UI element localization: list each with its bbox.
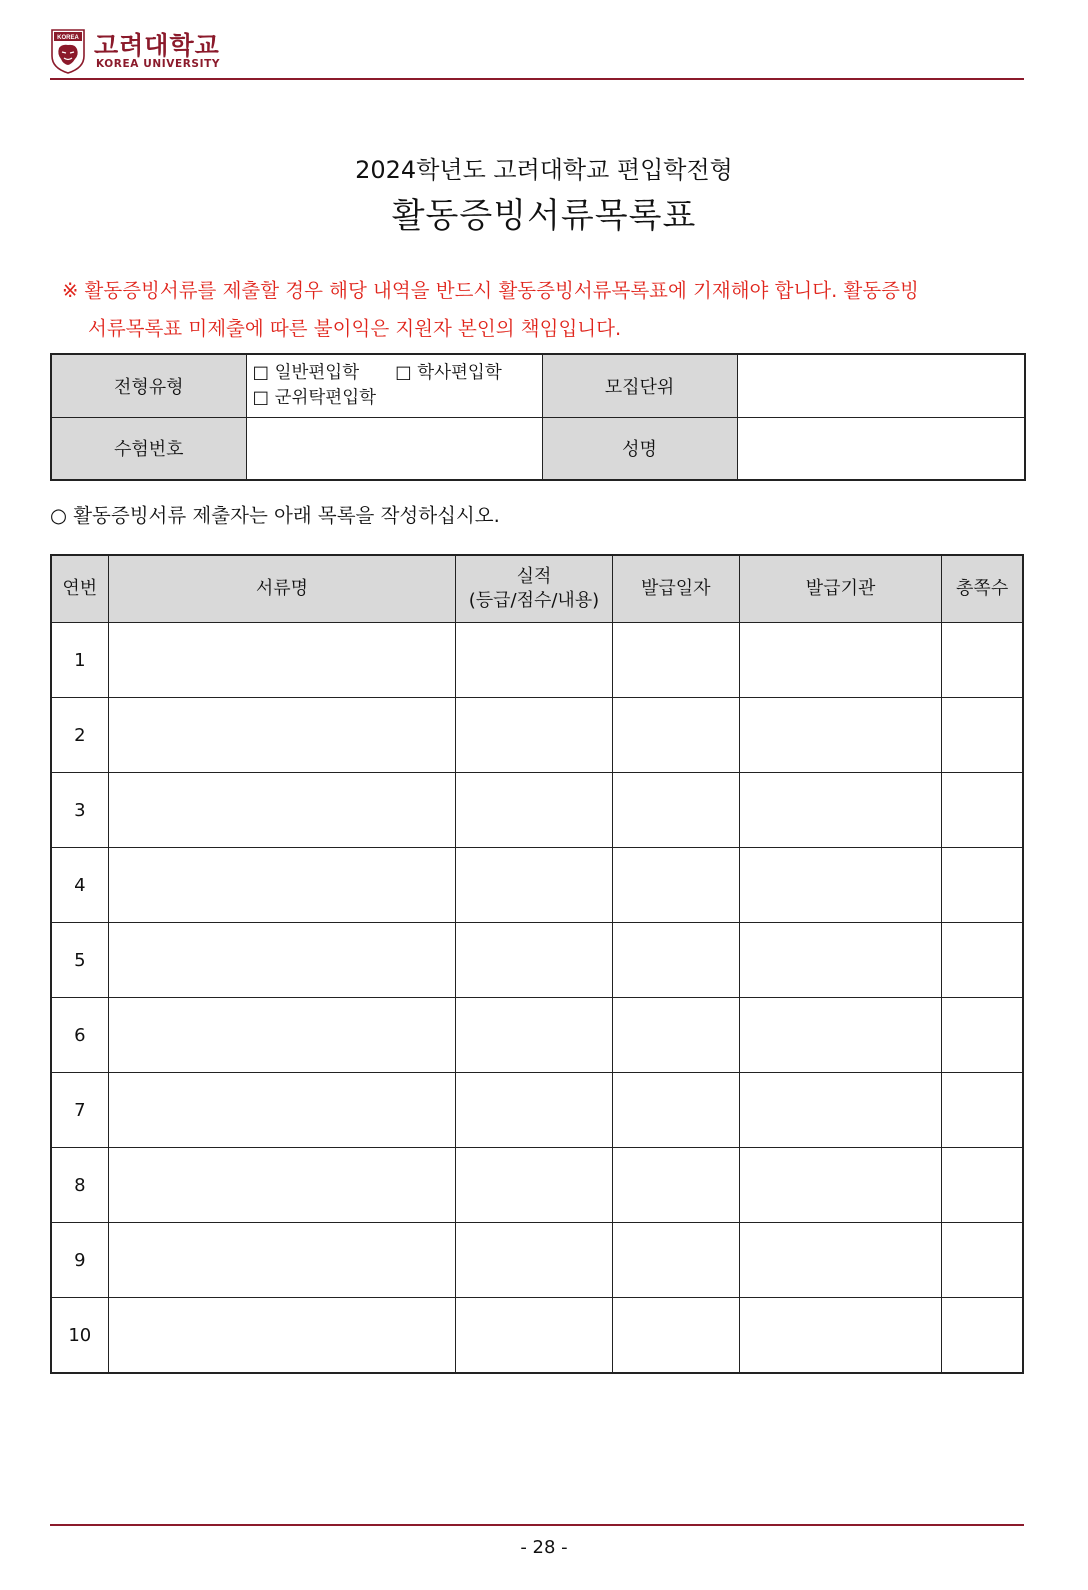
document-list-table xyxy=(50,554,1024,1374)
issue-date-cell[interactable] xyxy=(612,1223,739,1298)
exam-number-label: 수험번호 xyxy=(51,417,246,480)
pages-cell[interactable] xyxy=(942,998,1023,1073)
achievement-cell[interactable] xyxy=(456,1073,612,1148)
unit-label: 모집단위 xyxy=(542,354,737,417)
pages-cell[interactable] xyxy=(942,1073,1023,1148)
header-issue-date: 발급일자 xyxy=(612,555,739,623)
issue-date-cell[interactable] xyxy=(612,923,739,998)
doc-name-cell[interactable] xyxy=(108,848,456,923)
issuer-cell[interactable] xyxy=(739,1298,941,1374)
pages-cell[interactable] xyxy=(942,1298,1023,1374)
achievement-cell[interactable] xyxy=(456,1148,612,1223)
header-achievement-line1: 실적 xyxy=(516,566,552,587)
unit-field[interactable] xyxy=(737,354,1025,417)
achievement-cell[interactable] xyxy=(456,623,612,698)
row-number: 4 xyxy=(51,848,108,923)
achievement-cell[interactable] xyxy=(456,1223,612,1298)
notice-line-2: 서류목록표 미제출에 따른 불이익은 지원자 본인의 책임입니다. xyxy=(88,317,622,340)
type-label: 전형유형 xyxy=(51,354,246,417)
logo-text-en: KOREA UNIVERSITY xyxy=(96,58,221,70)
document-title: 활동증빙서류목록표 xyxy=(391,196,697,236)
achievement-cell[interactable] xyxy=(456,698,612,773)
issue-date-cell[interactable] xyxy=(612,773,739,848)
issuer-cell[interactable] xyxy=(739,1148,941,1223)
svg-text:KOREA: KOREA xyxy=(57,35,79,41)
row-number: 10 xyxy=(51,1298,108,1374)
name-label: 성명 xyxy=(542,417,737,480)
exam-number-field[interactable] xyxy=(246,417,542,480)
notice xyxy=(62,272,1022,348)
issue-date-cell[interactable] xyxy=(612,998,739,1073)
instruction-text: ○ 활동증빙서류 제출자는 아래 목록을 작성하십시오. xyxy=(50,504,500,527)
row-number: 1 xyxy=(51,623,108,698)
doc-name-cell[interactable] xyxy=(108,923,456,998)
pages-cell[interactable] xyxy=(942,848,1023,923)
issue-date-cell[interactable] xyxy=(612,623,739,698)
option-general-transfer[interactable]: □ 일반편입학 xyxy=(252,362,360,383)
issuer-cell[interactable] xyxy=(739,848,941,923)
table-row xyxy=(51,998,1023,1073)
table-row xyxy=(51,1073,1023,1148)
logo-text-ko: 고려대학교 xyxy=(94,31,220,60)
row-number: 9 xyxy=(51,1223,108,1298)
pages-cell[interactable] xyxy=(942,1223,1023,1298)
header-no: 연번 xyxy=(51,555,108,623)
footer-divider xyxy=(50,1524,1024,1526)
table-row xyxy=(51,623,1023,698)
pages-cell[interactable] xyxy=(942,623,1023,698)
notice-line-1: ※ 활동증빙서류를 제출할 경우 해당 내역을 반드시 활동증빙서류목록표에 기재해야 합니다. 활동증빙 xyxy=(62,279,919,302)
achievement-cell[interactable] xyxy=(456,998,612,1073)
issuer-cell[interactable] xyxy=(739,773,941,848)
tiger-shield-emblem-icon xyxy=(50,28,86,74)
page-number: - 28 - xyxy=(520,1537,568,1558)
issue-date-cell[interactable] xyxy=(612,848,739,923)
header-achievement-line2: (등급/점수/내용) xyxy=(468,590,600,611)
row-number: 2 xyxy=(51,698,108,773)
doc-name-cell[interactable] xyxy=(108,698,456,773)
type-options xyxy=(246,354,542,417)
option-bachelor-transfer[interactable]: □ 학사편입학 xyxy=(395,362,502,383)
doc-name-cell[interactable] xyxy=(108,998,456,1073)
table-row xyxy=(51,698,1023,773)
row-number: 7 xyxy=(51,1073,108,1148)
option-military-transfer[interactable]: □ 군위탁편입학 xyxy=(252,387,377,408)
issuer-cell[interactable] xyxy=(739,923,941,998)
issuer-cell[interactable] xyxy=(739,1073,941,1148)
issue-date-cell[interactable] xyxy=(612,1148,739,1223)
issuer-cell[interactable] xyxy=(739,623,941,698)
name-field[interactable] xyxy=(737,417,1025,480)
header-pages: 총쪽수 xyxy=(942,555,1023,623)
achievement-cell[interactable] xyxy=(456,1298,612,1374)
doc-name-cell[interactable] xyxy=(108,1298,456,1374)
applicant-info-table xyxy=(50,353,1026,481)
issuer-cell[interactable] xyxy=(739,998,941,1073)
issue-date-cell[interactable] xyxy=(612,1298,739,1374)
table-row xyxy=(51,1298,1023,1374)
doc-name-cell[interactable] xyxy=(108,1073,456,1148)
doc-name-cell[interactable] xyxy=(108,1223,456,1298)
pages-cell[interactable] xyxy=(942,698,1023,773)
achievement-cell[interactable] xyxy=(456,848,612,923)
doc-name-cell[interactable] xyxy=(108,773,456,848)
header-issuer: 발급기관 xyxy=(739,555,941,623)
header-doc-name: 서류명 xyxy=(108,555,456,623)
issue-date-cell[interactable] xyxy=(612,1073,739,1148)
achievement-cell[interactable] xyxy=(456,773,612,848)
achievement-cell[interactable] xyxy=(456,923,612,998)
row-number: 5 xyxy=(51,923,108,998)
doc-name-cell[interactable] xyxy=(108,623,456,698)
pages-cell[interactable] xyxy=(942,1148,1023,1223)
issue-date-cell[interactable] xyxy=(612,698,739,773)
pages-cell[interactable] xyxy=(942,773,1023,848)
pages-cell[interactable] xyxy=(942,923,1023,998)
header-achievement xyxy=(456,555,612,623)
issuer-cell[interactable] xyxy=(739,1223,941,1298)
table-row xyxy=(51,848,1023,923)
table-row xyxy=(51,1223,1023,1298)
row-number: 3 xyxy=(51,773,108,848)
doc-name-cell[interactable] xyxy=(108,1148,456,1223)
row-number: 8 xyxy=(51,1148,108,1223)
issuer-cell[interactable] xyxy=(739,698,941,773)
header-divider xyxy=(50,78,1024,80)
row-number: 6 xyxy=(51,998,108,1073)
table-row xyxy=(51,1148,1023,1223)
document-subtitle: 2024학년도 고려대학교 편입학전형 xyxy=(355,156,733,184)
table-row xyxy=(51,773,1023,848)
table-row xyxy=(51,923,1023,998)
header xyxy=(50,26,1024,80)
